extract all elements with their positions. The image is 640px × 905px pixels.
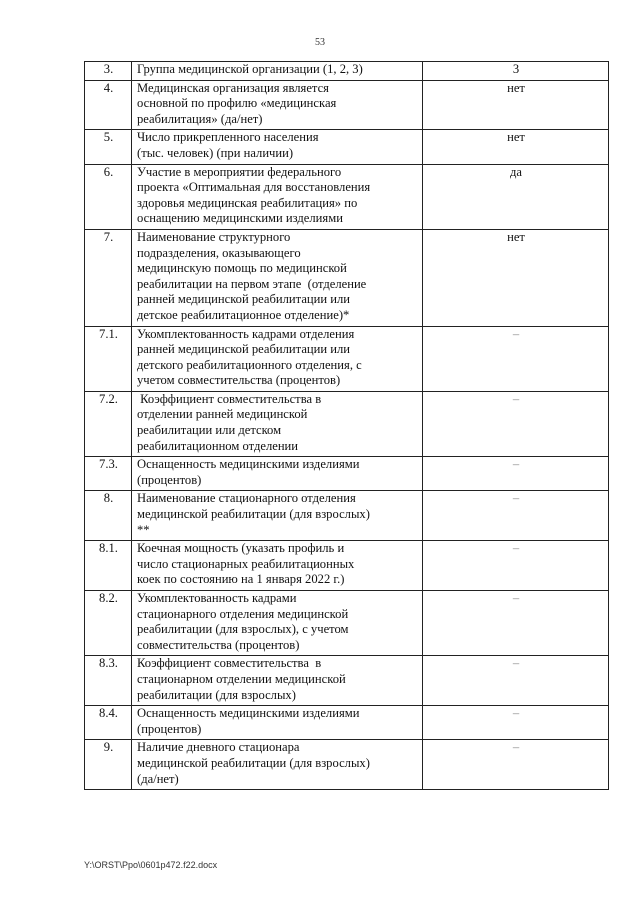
- description-line: Коечная мощность (указать профиль и: [137, 541, 345, 556]
- description-line: Медицинская организация является: [137, 80, 329, 95]
- table-body: [85, 62, 609, 790]
- description-line: реабилитации или детском: [137, 423, 282, 438]
- description-line: Оснащенность медицинскими изделиями: [137, 457, 360, 472]
- row-number: 4.: [85, 80, 132, 130]
- description-line: реабилитации (для взрослых): [137, 687, 296, 702]
- row-value: –: [423, 391, 609, 456]
- row-number: 7.2.: [85, 391, 132, 456]
- description-line: коек по состоянию на 1 января 2022 г.): [137, 572, 345, 587]
- description-line: Наименование стационарного отделения: [137, 491, 356, 506]
- description-line: подразделения, оказывающего: [137, 245, 301, 260]
- table-row: [85, 706, 609, 740]
- row-number: 6.: [85, 164, 132, 229]
- row-description: [132, 740, 423, 790]
- table-row: [85, 164, 609, 229]
- description-line: Укомплектованность кадрами отделения: [137, 326, 355, 341]
- description-line: стационарном отделении медицинской: [137, 671, 346, 686]
- row-number: 7.1.: [85, 326, 132, 391]
- row-value: –: [423, 656, 609, 706]
- footer-file-path: Y:\ORST\Ppo\0601p472.f22.docx: [84, 860, 218, 870]
- table-row: [85, 80, 609, 130]
- description-line: ранней медицинской реабилитации или: [137, 342, 351, 357]
- row-description: [132, 591, 423, 656]
- description-line: медицинской реабилитации (для взрослых): [137, 507, 370, 522]
- row-value: –: [423, 491, 609, 541]
- table-row: [85, 326, 609, 391]
- document-table: [84, 61, 609, 790]
- description-line: Укомплектованность кадрами: [137, 591, 297, 605]
- description-line: Наименование структурного: [137, 229, 291, 244]
- row-number: 5.: [85, 130, 132, 164]
- description-line: детского реабилитационного отделения, с: [137, 357, 362, 372]
- row-description: [132, 80, 423, 130]
- row-value: нет: [423, 229, 609, 326]
- row-description: [132, 457, 423, 491]
- row-value: –: [423, 591, 609, 656]
- table-row: [85, 62, 609, 81]
- row-description: [132, 391, 423, 456]
- row-value: –: [423, 541, 609, 591]
- description-line: Наличие дневного стационара: [137, 740, 300, 755]
- description-line: Участие в мероприятии федерального: [137, 164, 342, 179]
- row-value: –: [423, 457, 609, 491]
- description-line: медицинской реабилитации (для взрослых): [137, 755, 370, 770]
- row-description: [132, 541, 423, 591]
- description-line: (тыс. человек) (при наличии): [137, 145, 294, 160]
- table-row: [85, 541, 609, 591]
- table-row: [85, 656, 609, 706]
- description-line: детское реабилитационное отделение)*: [137, 307, 350, 322]
- description-line: здоровья медицинская реабилитация» по: [137, 195, 358, 210]
- description-line: реабилитации (для взрослых), с учетом: [137, 622, 349, 637]
- description-line: оснащению медицинскими изделиями: [137, 211, 343, 226]
- row-value: нет: [423, 130, 609, 164]
- row-number: 3.: [85, 62, 132, 81]
- table-row: [85, 457, 609, 491]
- row-description: [132, 62, 423, 81]
- description-line: (да/нет): [137, 771, 179, 786]
- description-line: (процентов): [137, 472, 202, 487]
- row-number: 8.3.: [85, 656, 132, 706]
- row-description: [132, 164, 423, 229]
- description-line: учетом совместительства (процентов): [137, 373, 341, 388]
- table-row: [85, 591, 609, 656]
- row-number: 8.4.: [85, 706, 132, 740]
- description-line: число стационарных реабилитационных: [137, 556, 355, 571]
- description-line: отделении ранней медицинской: [137, 407, 308, 422]
- description-line: совместительства (процентов): [137, 637, 300, 652]
- row-value: –: [423, 326, 609, 391]
- row-value: –: [423, 740, 609, 790]
- row-number: 8.: [85, 491, 132, 541]
- table-row: [85, 740, 609, 790]
- description-line: реабилитации на первом этапе (отделение: [137, 276, 367, 291]
- description-line: стационарного отделения медицинской: [137, 606, 349, 621]
- row-value: да: [423, 164, 609, 229]
- description-line: ранней медицинской реабилитации или: [137, 292, 351, 307]
- row-description: [132, 326, 423, 391]
- description-line: Число прикрепленного населения: [137, 130, 319, 145]
- description-line: Коэффициент совместительства в: [137, 391, 322, 406]
- description-line: реабилитация» (да/нет): [137, 111, 263, 126]
- row-description: [132, 656, 423, 706]
- table-row: [85, 391, 609, 456]
- row-value: –: [423, 706, 609, 740]
- row-value: 3: [423, 62, 609, 81]
- page-number: 53: [315, 37, 325, 48]
- row-value: нет: [423, 80, 609, 130]
- description-line: (процентов): [137, 721, 202, 736]
- description-line: Коэффициент совместительства в: [137, 656, 322, 671]
- description-line: Группа медицинской организации (1, 2, 3): [137, 62, 363, 76]
- row-number: 9.: [85, 740, 132, 790]
- row-number: 8.1.: [85, 541, 132, 591]
- row-description: [132, 491, 423, 541]
- table-row: [85, 229, 609, 326]
- description-line: основной по профилю «медицинская: [137, 96, 337, 111]
- table-row: [85, 130, 609, 164]
- description-line: медицинскую помощь по медицинской: [137, 261, 347, 276]
- description-line: реабилитационном отделении: [137, 438, 299, 453]
- row-number: 8.2.: [85, 591, 132, 656]
- row-description: [132, 130, 423, 164]
- table-row: [85, 491, 609, 541]
- row-description: [132, 229, 423, 326]
- row-number: 7.3.: [85, 457, 132, 491]
- row-description: [132, 706, 423, 740]
- description-line: Оснащенность медицинскими изделиями: [137, 706, 360, 721]
- row-number: 7.: [85, 229, 132, 326]
- description-line: **: [137, 522, 150, 537]
- description-line: проекта «Оптимальная для восстановления: [137, 180, 371, 195]
